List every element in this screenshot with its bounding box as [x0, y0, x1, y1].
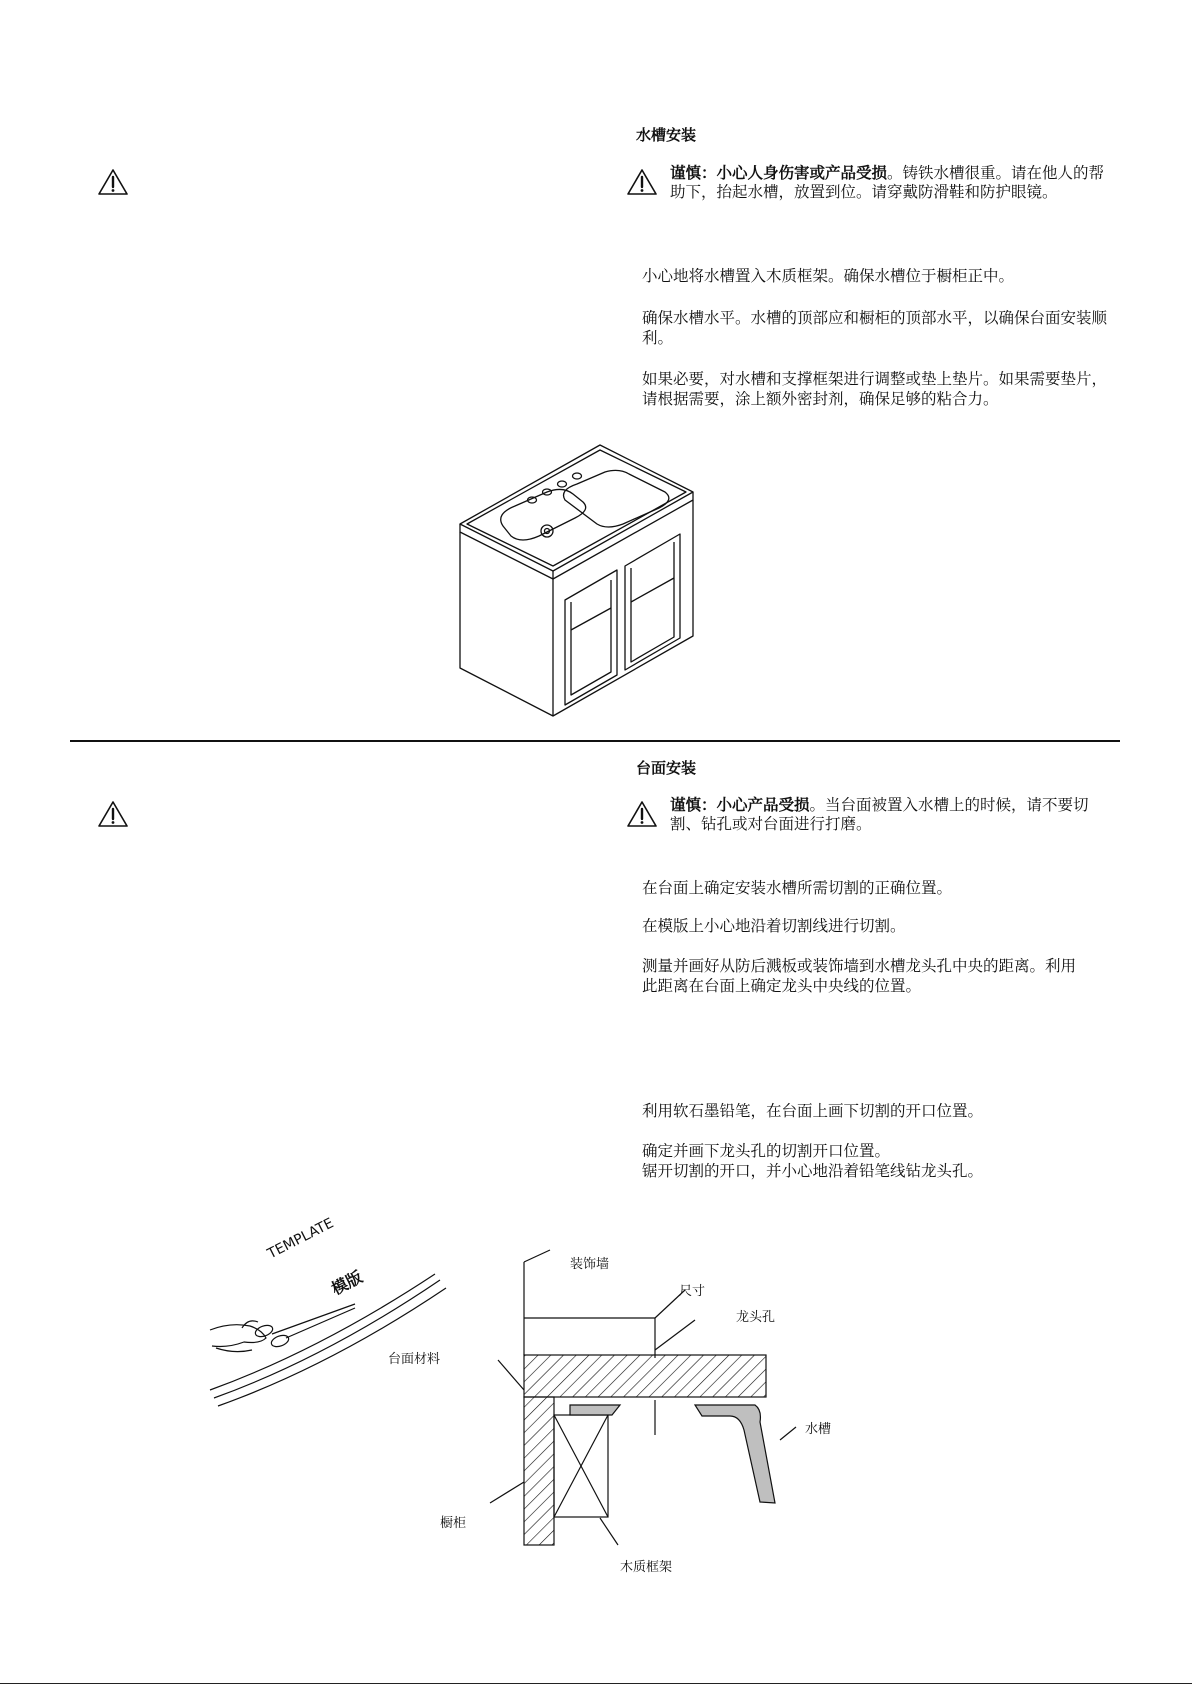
- caution-lead: 谨慎：小心产品受损: [670, 796, 810, 814]
- paragraph: 在台面上确定安装水槽所需切割的正确位置。: [642, 879, 953, 897]
- page-bottom-border: [0, 1683, 1192, 1684]
- section-heading-sink-install: 水槽安装: [636, 126, 697, 144]
- caution-note-2: [670, 796, 1110, 834]
- dimension-label: 尺寸: [679, 1284, 706, 1299]
- paragraph: 测量并画好从防后溅板或装饰墙到水槽龙头孔中央的距离。利用此距离在台面上确定龙头中央线的位置。: [642, 957, 1077, 995]
- warning-triangle-icon: [626, 800, 658, 828]
- caution-text: 。铸铁水槽很重。请在他人的帮助下，抬起水槽，放置到位。请穿戴防滑鞋和防护眼镜。: [670, 164, 1105, 201]
- paragraph: 如果必要，对水槽和支撑框架进行调整或垫上垫片。如果需要垫片，请根据需要，涂上额外密封剂，确保足够的粘合力。: [642, 370, 1108, 408]
- paragraph: 小心地将水槽置入木质框架。确保水槽位于橱柜正中。: [642, 267, 1015, 285]
- caution-text: 。当台面被置入水槽上的时候，请不要切割、钻孔或对台面进行打磨。: [670, 796, 1089, 833]
- template-label-en: TEMPLATE: [265, 1215, 337, 1263]
- faucet-hole-label: 龙头孔: [736, 1310, 776, 1325]
- template-label-zh: 模版: [328, 1267, 366, 1299]
- countertop-material-label: 台面材料: [388, 1352, 441, 1367]
- section-heading-countertop-install: 台面安装: [636, 759, 697, 777]
- paragraph: 锯开切割的开口，并小心地沿着铅笔线钻龙头孔。: [642, 1162, 984, 1180]
- paragraph: 确定并画下龙头孔的切割开口位置。: [642, 1142, 891, 1160]
- section-divider: [70, 740, 1120, 742]
- warning-triangle-icon: [626, 168, 658, 196]
- paragraph: 确保水槽水平。水槽的顶部应和橱柜的顶部水平，以确保台面安装顺利。: [642, 309, 1108, 347]
- cabinet-label: 橱柜: [440, 1516, 467, 1531]
- caution-lead: 谨慎：小心人身伤害或产品受损: [670, 164, 888, 182]
- sink-cabinet-illustration: [455, 440, 705, 720]
- template-cutting-illustration: [200, 1230, 450, 1410]
- decor-wall-label: 装饰墙: [570, 1257, 610, 1272]
- warning-triangle-icon: [97, 168, 129, 196]
- warning-triangle-icon: [97, 800, 129, 828]
- paragraph: 在模版上小心地沿着切割线进行切割。: [642, 917, 906, 935]
- paragraph: 利用软石墨铅笔，在台面上画下切割的开口位置。: [642, 1102, 984, 1120]
- countertop-cross-section-diagram: [490, 1250, 810, 1550]
- wood-frame-label: 木质框架: [620, 1560, 673, 1575]
- sink-label: 水槽: [805, 1422, 832, 1437]
- caution-note-1: [670, 164, 1110, 202]
